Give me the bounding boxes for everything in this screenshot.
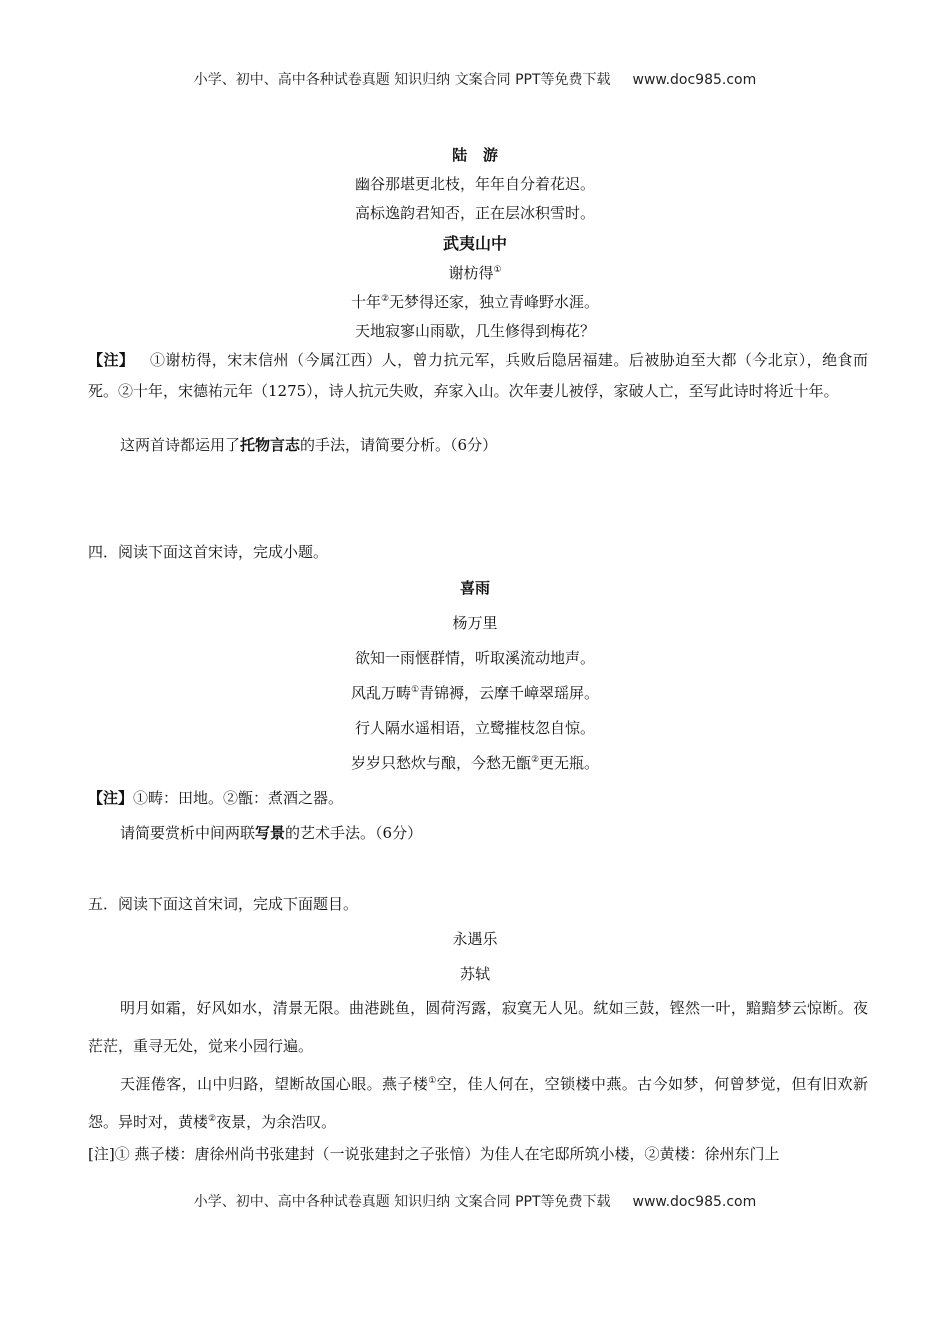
poem-line-part: 更无瓶。: [539, 754, 600, 772]
section5-author: 苏轼: [459, 965, 490, 983]
poem1-author: 陆 游: [452, 146, 498, 164]
footnote-mark: ②: [208, 1114, 217, 1124]
header-text: 小学、初中、高中各种试卷真题 知识归纳 文案合同 PPT等免费下载: [193, 72, 611, 88]
poem1-line1: 幽谷那堪更北枝，年年自分着花迟。: [354, 175, 595, 193]
note-text: ①畴：田地。②甑：煮酒之器。: [133, 789, 344, 807]
poem2-line2: 天地寂寥山雨歇，几生修得到梅花？: [354, 322, 595, 340]
prose-part: 夜景，为余浩叹。: [216, 1113, 337, 1131]
section4-heading: 四．阅读下面这首宋诗，完成小题。: [88, 543, 329, 561]
question-keyword: 写景: [255, 824, 286, 842]
page-header: [0, 69, 950, 89]
footnote-mark: ①: [410, 685, 420, 695]
section4-note: [88, 787, 868, 808]
footnote-mark: ①: [428, 1076, 437, 1086]
question-text: 请简要赏析中间两联: [120, 824, 256, 842]
page-footer: [0, 1191, 950, 1211]
note-text: ① 燕子楼：唐徐州尚书张建封（一说张建封之子张愔）为佳人在宅邸所筑小楼，②黄楼：徐州东门上: [114, 1145, 780, 1163]
poem-line-part: 风乱万畴: [350, 684, 411, 702]
note-block: [88, 345, 868, 407]
question-text: 的艺术手法。（6分）: [285, 824, 423, 842]
question-keyword: 托物言志: [240, 436, 301, 454]
poem2-line1-part: 无梦得还家，独立青峰野水涯。: [389, 293, 600, 311]
footnote-mark: ②: [380, 294, 390, 304]
prose-part: 空，佳人何在，空锁楼中燕。古今如梦，何曾梦觉，但有旧欢新怨。异时对，黄楼: [88, 1075, 868, 1131]
poem1-line2: 高标逸韵君知否，正在层冰积雪时。: [354, 204, 595, 222]
poem-line-part: 青锦褥，云摩千嶂翠瑶屏。: [419, 684, 600, 702]
poem-line-part: 岁岁只愁炊与酿，今愁无甑: [350, 754, 531, 772]
section4-question: [120, 822, 900, 843]
section4-line4: [0, 752, 950, 773]
section5-para1: 明月如霜，好风如水，清景无限。曲港跳鱼，圆荷泻露，寂寞无人见。紞如三鼓，铿然一叶，黯黯梦云惊断。夜茫茫，重寻无处，觉来小园行遍。: [88, 999, 868, 1055]
prose-part: 天涯倦客，山中归路，望断故国心眼。燕子楼: [120, 1075, 429, 1093]
section4-line1: 欲知一雨惬群情，听取溪流动地声。: [354, 649, 595, 667]
section4-author: 杨万里: [452, 614, 498, 632]
note-label: [注]: [88, 1145, 115, 1163]
note-label: 【注】: [88, 789, 134, 807]
poem2-author-line: [0, 262, 950, 283]
poem2-title: 武夷山中: [442, 234, 507, 253]
question-text: 的手法，请简要分析。（6分）: [300, 436, 498, 454]
section4-title: 喜雨: [459, 579, 490, 597]
footer-url[interactable]: www.doc985.com: [632, 1194, 757, 1210]
section4-line3: 行人隔水遥相语，立鹭摧枝忽自惊。: [354, 719, 595, 737]
poem2-line1: [0, 291, 950, 312]
question-text: 这两首诗都运用了: [120, 436, 241, 454]
footnote-mark: ①: [493, 265, 502, 275]
note-label: 【注】: [88, 351, 135, 369]
question3: [120, 434, 900, 455]
poem2-author: 谢枋得: [448, 264, 494, 282]
footer-text: 小学、初中、高中各种试卷真题 知识归纳 文案合同 PPT等免费下载: [193, 1194, 611, 1210]
footnote-mark: ②: [530, 755, 540, 765]
section5-note: [88, 1143, 868, 1164]
section5-para2: [88, 1065, 868, 1141]
poem2-line1-part: 十年: [350, 293, 381, 311]
section5-heading: 五．阅读下面这首宋词，完成下面题目。: [88, 895, 359, 913]
note-text: ①谢枋得，宋末信州（今属江西）人，曾力抗元军，兵败后隐居福建。后被胁迫至大都（今北京），绝食而死。②十年，宋德祐元年（1275），诗人抗元失败，弃家入山。次年妻儿被俘，家破人亡，至写此诗时将近十年。: [88, 351, 868, 400]
section5-title: 永遇乐: [452, 930, 498, 948]
section4-line2: [0, 682, 950, 703]
header-url[interactable]: www.doc985.com: [632, 72, 757, 88]
